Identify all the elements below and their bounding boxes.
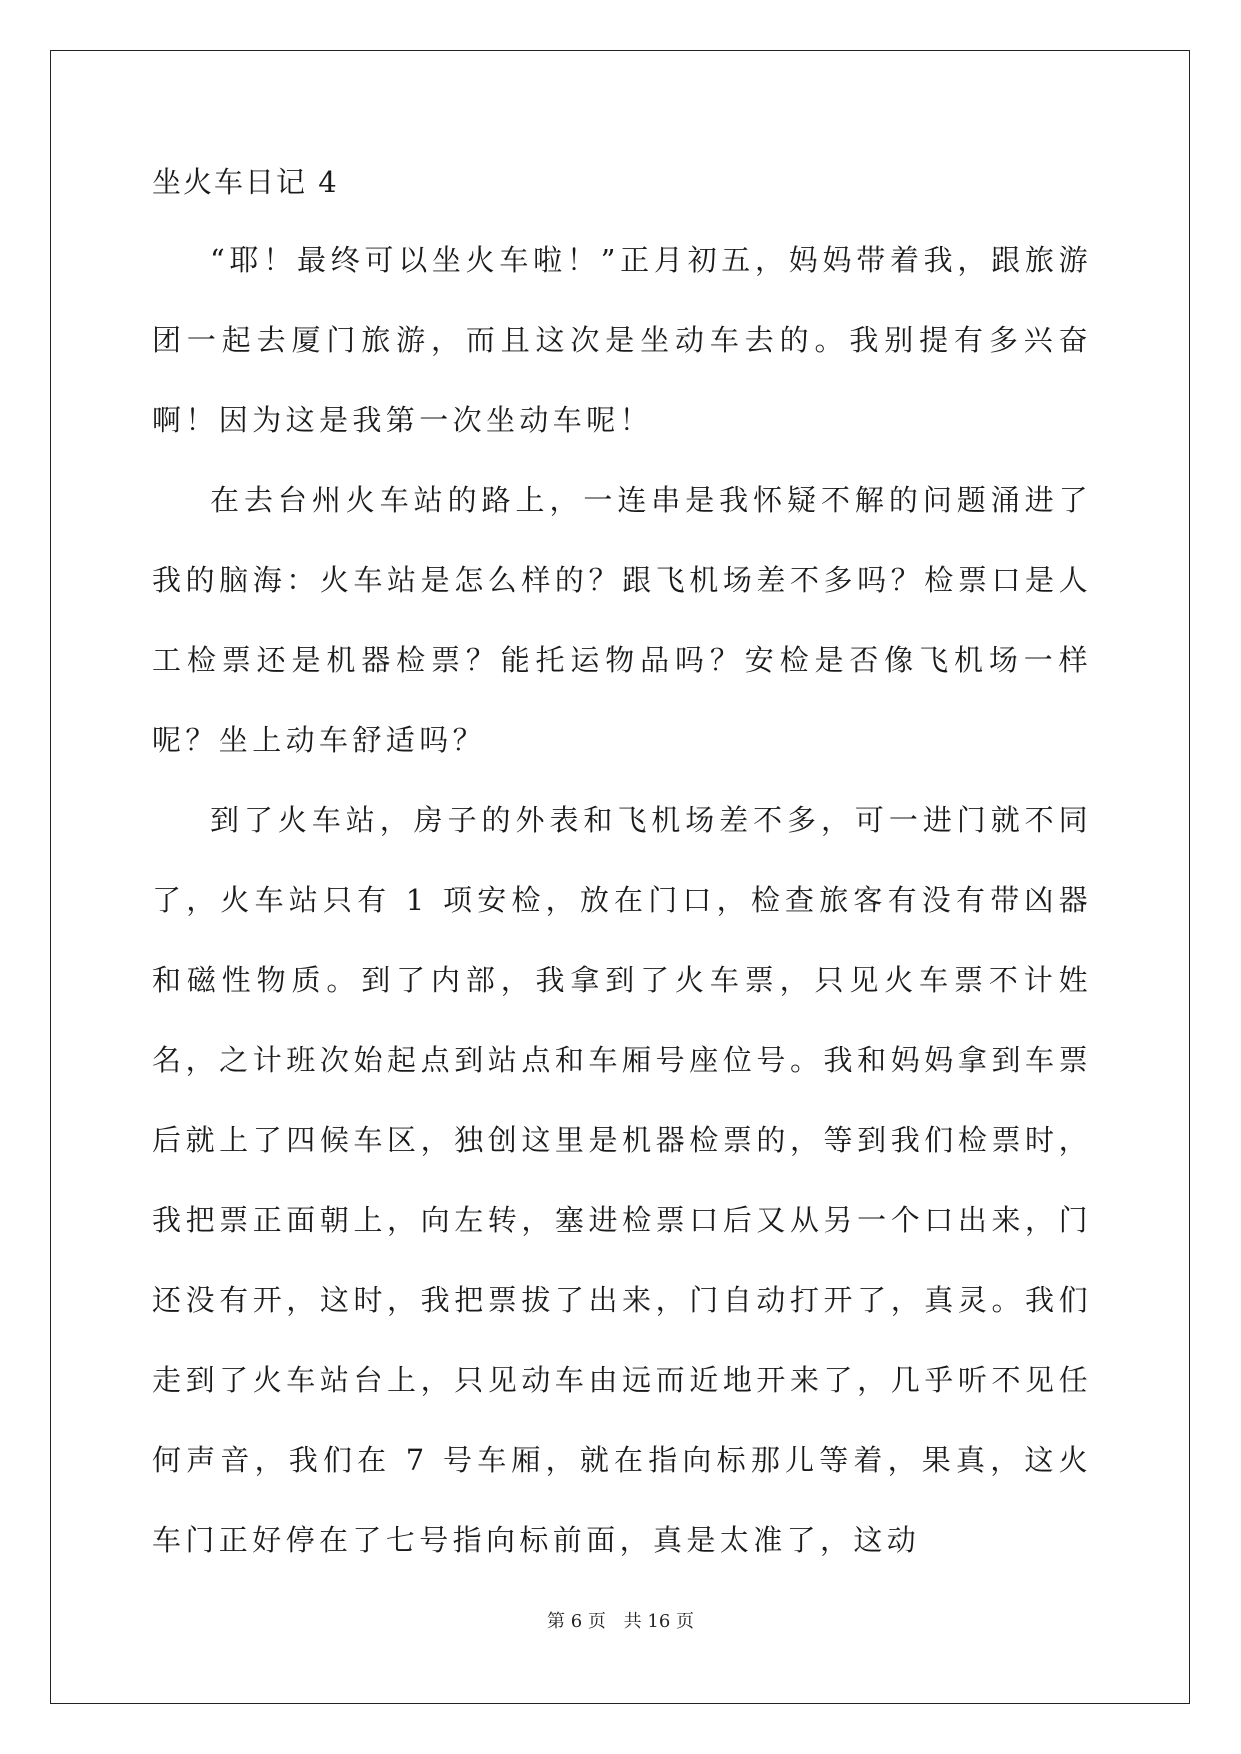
- total-page-count: 共 16 页: [623, 1611, 694, 1632]
- document-title: 坐火车日记 4: [152, 165, 339, 199]
- document-body: [152, 162, 1092, 1580]
- paragraph-3: 到了火车站，房子的外表和飞机场差不多，可一进门就不同了，火车站只有 1 项安检，放在门口，检查旅客有没有带凶器和磁性物质。到了内部，我拿到了火车票，只见火车票不计姓名，之计班次始起点到站点和车厢号座位号。我和妈妈拿到车票后就上了四候车区，独创这里是机器检票的，等到我们检票时，我把票正面朝上，向左转，塞进检票口后又从另一个口出来，门还没有开，这时，我把票拔了出来，门自动打开了，真灵。我们走到了火车站台上，只见动车由远而近地开来了，几乎听不见任何声音，我们在 7 号车厢，就在指向标那儿等着，果真，这火车门正好停在了七号指向标前面，真是太准了，这动: [152, 803, 1092, 1557]
- paragraph-1: “耶！最终可以坐火车啦！”正月初五，妈妈带着我，跟旅游团一起去厦门旅游，而且这次是坐动车去的。我别提有多兴奋啊！因为这是我第一次坐动车呢！: [152, 243, 1092, 437]
- current-page-number: 第 6 页: [547, 1611, 606, 1632]
- page-footer: [0, 1610, 1241, 1634]
- paragraph-2: 在去台州火车站的路上，一连串是我怀疑不解的问题涌进了我的脑海：火车站是怎么样的？跟飞机场差不多吗？检票口是人工检票还是机器检票？能托运物品吗？安检是否像飞机场一样呢？坐上动车舒适吗？: [152, 483, 1092, 757]
